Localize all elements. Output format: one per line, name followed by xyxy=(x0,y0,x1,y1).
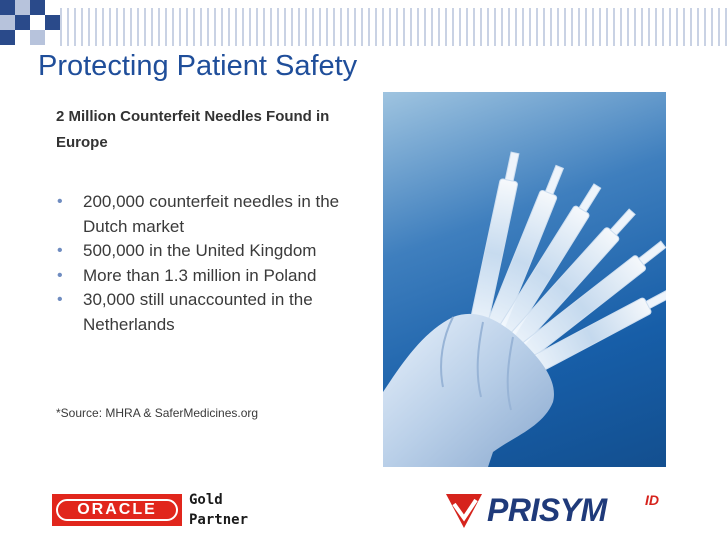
decor-square xyxy=(0,0,15,15)
bullet-item: • 30,000 still unaccounted in the Netherlands xyxy=(57,290,313,334)
bullet-item: • More than 1.3 million in Poland xyxy=(57,265,317,285)
oracle-partner-line2: Partner xyxy=(189,512,249,528)
slide-subtitle: 2 Million Counterfeit Needles Found in Europe xyxy=(56,108,330,151)
prisym-check-icon xyxy=(444,490,484,530)
oracle-partner-label xyxy=(189,490,248,530)
prisym-logo-suffix: ID xyxy=(645,492,659,508)
oracle-logo-text: ORACLE xyxy=(56,499,178,521)
decor-square xyxy=(0,15,15,30)
slide-title: Protecting Patient Safety xyxy=(38,50,358,82)
bullet-item: • 500,000 in the United Kingdom xyxy=(57,241,317,260)
bullet-item: • 200,000 counterfeit needles in the Dutch market xyxy=(57,192,340,236)
decor-square xyxy=(30,0,45,15)
header-stripe xyxy=(60,8,728,46)
prisym-logo-text: PRISYM xyxy=(487,492,607,528)
decor-square xyxy=(0,30,15,45)
decor-square xyxy=(15,15,30,30)
decor-square xyxy=(15,0,30,15)
gloved-hand-syringes-icon xyxy=(383,92,666,467)
bullet-list xyxy=(56,190,376,337)
decor-square xyxy=(30,30,45,45)
syringes-photo xyxy=(383,92,666,467)
source-note: *Source: MHRA & SaferMedicines.org xyxy=(56,406,259,420)
oracle-logo xyxy=(52,494,182,526)
oracle-partner-line1: Gold xyxy=(189,492,223,508)
decor-square xyxy=(45,15,60,30)
